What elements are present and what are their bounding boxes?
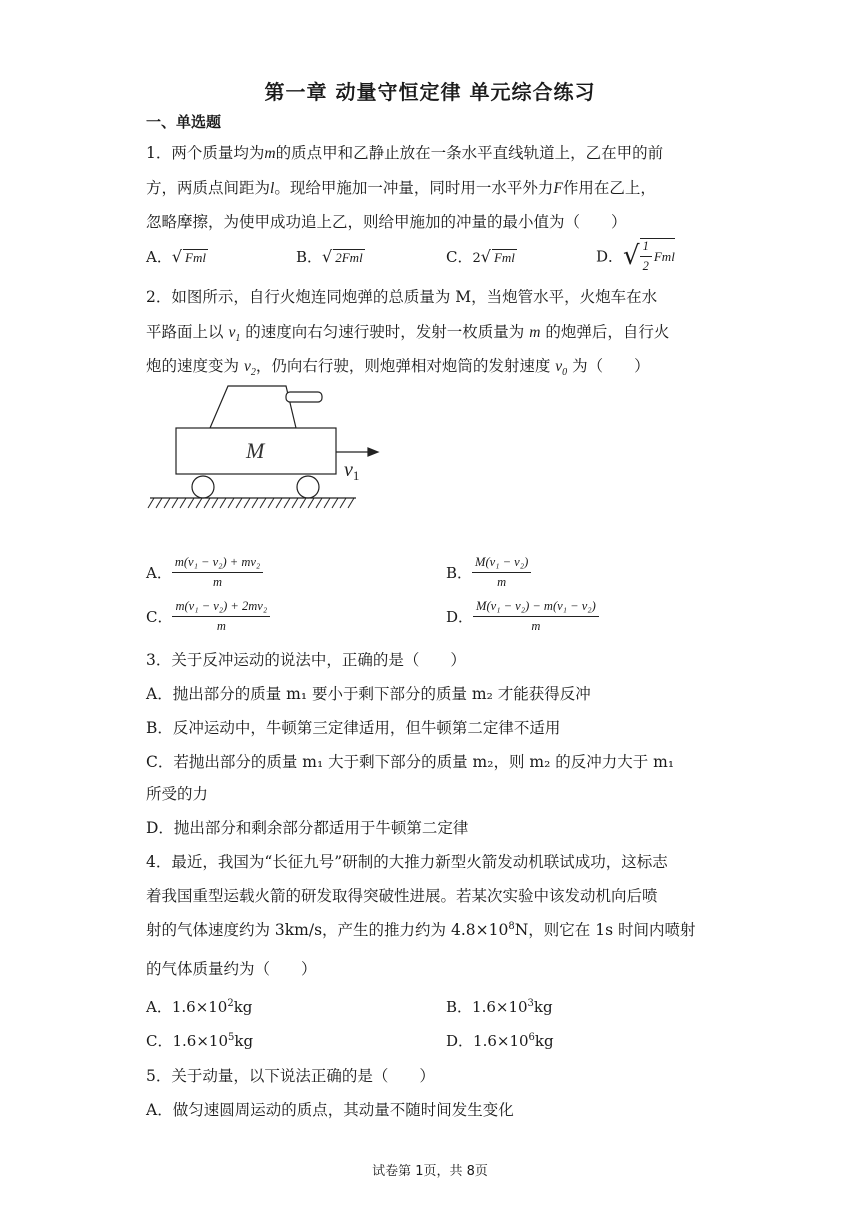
velocity-label: $v_1$ — [344, 459, 360, 483]
q3-option-c-line-1: C．若抛出部分的质量 m₁ 大于剩下部分的质量 m₂，则 m₂ 的反冲力大于 m₁ — [146, 753, 675, 771]
q4-option-c: C．$1.6\times 10^5kg$ — [146, 1032, 254, 1050]
q2-option-b: B． $\frac{\text{M(v₁ − v₂)}}{m}$ — [446, 555, 531, 590]
q4-option-a: A．$1.6\times 10^2kg$ — [146, 998, 253, 1016]
q3-option-a: A．抛出部分的质量 m₁ 要小于剩下部分的质量 m₂ 才能获得反冲 — [146, 685, 591, 703]
page-footer: 试卷第 1页，共 8页 — [372, 1164, 488, 1179]
artillery-vehicle-figure — [146, 380, 396, 520]
q4-line-3: 射的气体速度约为 3km/s，产生的推力约为 $4.8\times 10^8N$，则它在 1s 时间内喷射 — [146, 920, 696, 939]
q1-option-c: C．2√ Fml — [446, 247, 515, 266]
q1-option-b: B．√ 2Fml — [296, 247, 363, 266]
q3-option-c-line-2: 所受的力 — [146, 785, 209, 803]
q1-line-3: 忽略摩擦，为使甲成功追上乙，则给甲施加的冲量的最小值为（ ） — [146, 213, 627, 231]
q1-option-d: D．√ $\frac{1}{2}$ Fml — [596, 239, 675, 273]
q4-option-b: B．$1.6\times 10^3kg$ — [446, 998, 553, 1016]
q2-line-3: 炮的速度变为 $v_2$，仍向右行驶，则炮弹相对炮筒的发射速度 $v_0$ 为（ ） — [146, 357, 650, 379]
gun-barrel — [286, 392, 322, 402]
q2-option-c: C． $\frac{\text{m(v₁ − v₂) + 2mv₂}}{m}$ — [146, 599, 270, 634]
q1-line-2: 方，两质点间距为l。现给甲施加一冲量，同时用一水平外力F作用在乙上， — [146, 179, 656, 197]
wheel-right — [297, 476, 319, 498]
q4-option-d: D．$1.6\times 10^6kg$ — [446, 1032, 554, 1050]
q2-line-1: 2．如图所示，自行火炮连同炮弹的总质量为 M，当炮管水平，火炮车在水 — [146, 288, 658, 306]
q2-line-2: 平路面上以 $v_1$ 的速度向右匀速行驶时，发射一枚质量为 m 的炮弹后，自行火 — [146, 323, 670, 345]
q4-line-4: 的气体质量约为（ ） — [146, 960, 317, 978]
q5-option-a: A．做匀速圆周运动的质点，其动量不随时间发生变化 — [146, 1101, 514, 1119]
q1-line-1: 1．两个质量均为m的质点甲和乙静止放在一条水平直线轨道上，乙在甲的前 — [146, 144, 664, 162]
q2-option-a: A． $\frac{\text{m(v₁ − v₂) + mv₂}}{m}$ — [146, 555, 263, 590]
page-title: 第一章 动量守恒定律 单元综合练习 — [264, 80, 596, 104]
q4-line-1: 4．最近，我国为“长征九号”研制的大推力新型火箭发动机联试成功，这标志 — [146, 853, 668, 871]
wheel-left — [192, 476, 214, 498]
q3-option-b: B．反冲运动中，牛顿第三定律适用，但牛顿第二定律不适用 — [146, 719, 561, 737]
q4-line-2: 着我国重型运载火箭的研发取得突破性进展。若某次实验中该发动机向后喷 — [146, 887, 658, 905]
q5-stem: 5．关于动量，以下说法正确的是（ ） — [146, 1067, 435, 1085]
q3-option-d: D．抛出部分和剩余部分都适用于牛顿第二定律 — [146, 819, 469, 837]
q2-option-d: D． $\frac{\text{M(v₁ − v₂) − m(v₁ − v₂)}}{m}$ — [446, 599, 599, 634]
section-heading: 一、单选题 — [146, 113, 222, 131]
ground-hatching — [148, 498, 354, 508]
q1-option-a: A．√ Fml — [146, 247, 206, 266]
mass-label-m: M — [246, 438, 265, 463]
turret-shape — [210, 386, 296, 428]
q3-stem: 3．关于反冲运动的说法中，正确的是（ ） — [146, 651, 466, 669]
velocity-arrow — [336, 448, 378, 456]
